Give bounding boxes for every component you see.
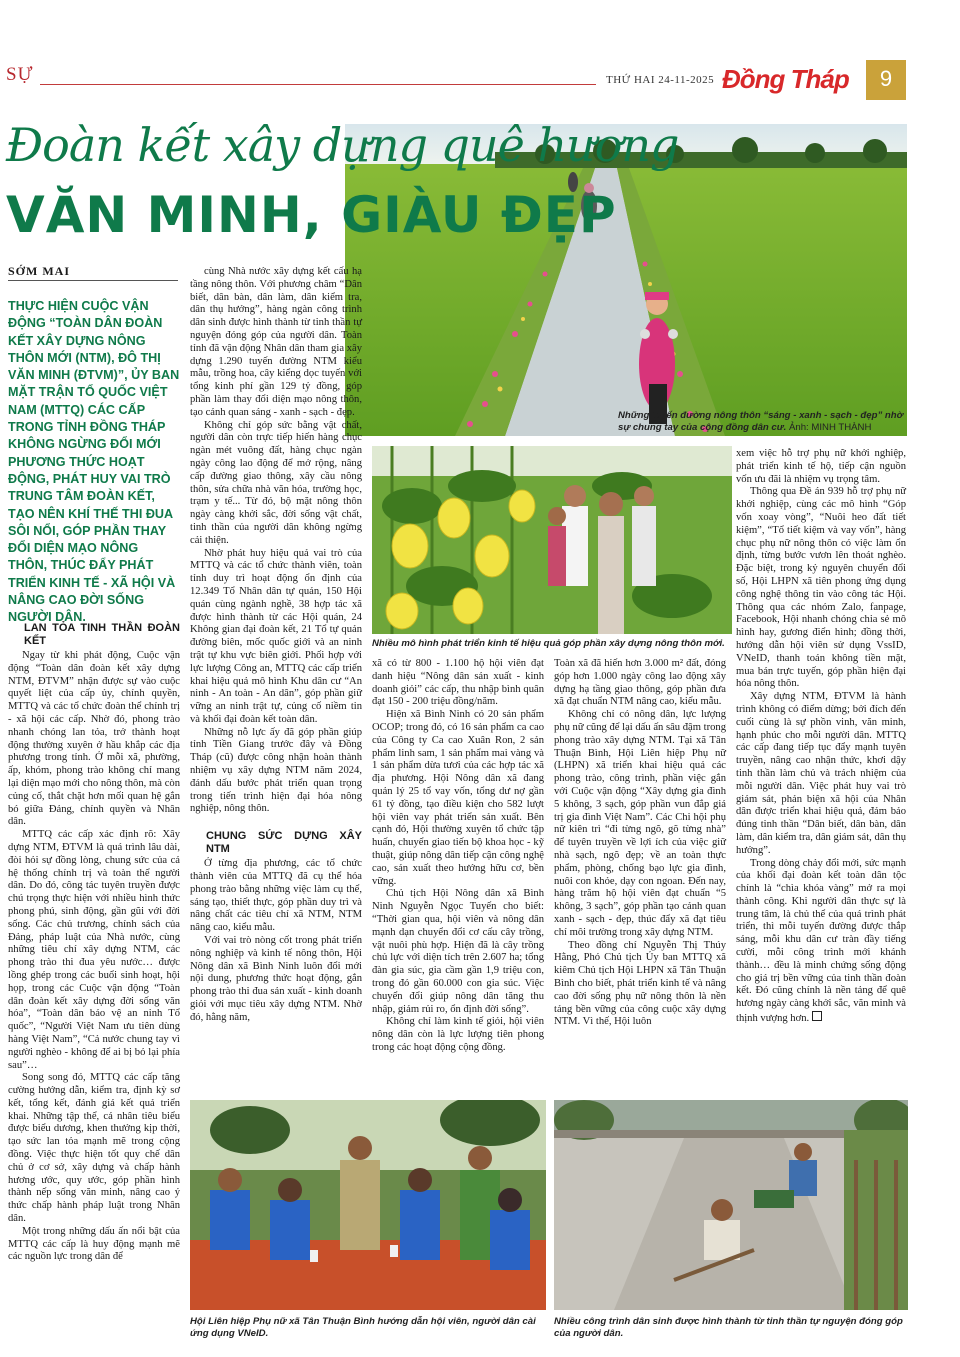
paragraph: Không chỉ góp sức bằng vật chất, người dân còn trực tiếp hiến hàng chục ngàn mét vuông đất, hàng chục ngàn ngày công lao động để mở rộng, nâng cấp đường giao thông, xây cầu nông thôn, sửa chữa nhà văn hóa, trường học, trạm y tế... Từ đó, bộ mặt nông thôn ngày càng khởi sắc, đời sống vật chất, tinh thần của người dân không ngừng cải thiện. [190,419,362,546]
road-photo-credit: Ảnh: MINH THÀNH [788,422,872,433]
paragraph: xem việc hỗ trợ phụ nữ khởi nghiệp, phát triển kinh tế hộ, tiếp cận nguồn vốn ưu đãi là nhiệm vụ trọng tâm. [736,448,906,485]
melon-photo-illustration [372,446,732,634]
concrete-photo-illustration [554,1100,908,1310]
column-2 [190,266,362,1025]
end-mark-icon [812,1011,822,1021]
column-5 [736,448,906,1026]
closing-paragraph: Trong dòng chảy đổi mới, sức mạnh của khối đại đoàn kết toàn dân tộc chính là “chìa khóa vàng” mở ra mọi thành công. Khi người dân thực sự là trung tâm, là chủ thể của quá trình phát triển, thì mỗi tuyến đường được thắp sáng, mỗi khu dân cư tràn đầy tiếng cười, mỗi công trình mới khánh thành… đều là minh chứng sống động cho giá trị bền vững của tinh thần đoàn kết. Đó cũng chính là nền tảng để quê hương ngày càng khởi sắc, văn minh và thịnh vượng hơn. [736,857,906,1025]
road-caption-text: Những tuyến đường nông thôn “sáng - xanh - sạch - đẹp” nhờ sự chung tay của cộng đồng dân cư. [618,410,904,433]
road-photo-caption [618,410,908,434]
concrete-photo-caption: Nhiều công trình dân sinh được hình thành từ tinh thần tự nguyện đóng góp của người dân. [554,1316,903,1339]
subhead-chung-suc: CHUNG SỨC DỰNG XÂY NTM [206,830,362,856]
paragraph: Toàn xã đã hiến hơn 3.000 m² đất, đóng góp hơn 1.000 ngày công lao động xây dựng hạ tầng giao thông, góp phần đưa xã đạt chuẩn NTM nâng cao, kiểu mẫu. [554,658,726,708]
paragraph: Hiện xã Bình Ninh có 20 sản phẩm OCOP; trong đó, có 16 sản phẩm ca cao của Công ty Ca cao Xuân Ron, 2 sản phẩm linh sam, 1 sản phẩm mai vàng và 1 sản phẩm dừa tươi của các hợp tác xã địa phương. Hội Nông dân xã đang quản lý 25 tổ vay vốn, tổng dư nợ gần 61 tỷ đồng, tạo điều kiện cho 582 lượt hội viên vay phát triển sản xuất. Bên cạnh đó, Hội thường xuyên tổ chức tập huấn, chuyển giao tiến bộ khoa học - kỹ thuật, giúp nông dân tiếp cận công nghệ cao, sản xuất theo hướng hữu cơ, bền vững. [372,709,544,887]
paragraph: cùng Nhà nước xây dựng kết cấu hạ tầng nông thôn. Với phương châm “Dân biết, dân bàn, dân làm, dân kiểm tra, dân thụ hưởng”, hàng ngàn công trình dân sinh được hình thành từ tinh thần tự nguyện đóng góp của người dân. Toàn tỉnh đã vận động Nhân dân tham gia xây dựng 1.290 tuyến đường NTM kiểu mẫu, trồng hoa, cây kiểng dọc tuyến với tổng kinh phí gần 129 tỷ đồng, góp phần làm thay đổi diện mạo nông thôn, tạo cảnh quan sáng - xanh - sạch - đẹp. [190,266,362,418]
paragraph: xã có từ 800 - 1.100 hộ hội viên đạt danh hiệu “Nông dân sản xuất - kinh doanh giỏi” các cấp, thu nhập bình quân đạt 150 - 200 triệu đồng/năm. [372,658,544,708]
paragraph: Chủ tịch Hội Nông dân xã Bình Ninh Nguyễn Ngọc Tuyến cho biết: “Thời gian qua, hội viên và nông dân mạnh dạn chuyển đổi cơ cấu cây trồng, vật nuôi phù hợp. Hiện đã là cây trồng chủ lực với diện tích trên 2.607 ha; tổng đàn gia súc, gia cầm gần 1,9 triệu con, trong đó gần 60.000 con gia súc. Việc chuyển đổi giúp nông dân tăng thu nhập, giảm rủi ro, ổn định đời sống”. [372,888,544,1015]
author-byline: SỚM MAI [8,264,70,278]
paragraph: Ở từng địa phương, các tổ chức thành viên của MTTQ đã cụ thể hóa phong trào bằng những việc làm cụ thể, sáng tạo, thiết thực, góp phần duy trì và nâng chất các tiêu chí xã NTM, NTM nâng cao, kiểu mẫu. [190,858,362,934]
lead-paragraph: THỰC HIỆN CUỘC VẬN ĐỘNG “TOÀN DÂN ĐOÀN KẾT XÂY DỰNG NÔNG THÔN MỚI (NTM), ĐÔ THỊ VĂN MINH (ĐTVM)”, ỦY BAN MẶT TRẬN TỔ QUỐC VIỆT NAM (MTTQ) CÁC CẤP TRONG TỈNH ĐỒNG THÁP KHÔNG NGỪNG ĐỔI MỚI PHƯƠNG THỨC HOẠT ĐỘNG, PHÁT HUY VAI TRÒ TRUNG TÂM ĐOÀN KẾT, TẠO NÊN KHÍ THẾ THI ĐUA SÔI NỔI, GÓP PHẦN THAY ĐỔI DIỆN MẠO NÔNG THÔN, THÚC ĐẨY PHÁT TRIỂN KINH TẾ - XÃ HỘI VÀ NÂNG CAO ĐỜI SỐNG NGƯỜI DÂN. [8,299,180,625]
column-1 [8,616,180,1264]
section-tag: SỰ [6,64,34,85]
paragraph: Một trong những dấu ấn nổi bật của MTTQ các cấp là huy động mạnh mẽ các nguồn lực trong dân để [8,1225,180,1263]
paragraph: Không chỉ có nông dân, lực lượng phụ nữ cũng để lại dấu ấn sâu đậm trong phong trào xây dựng NTM. Tại xã Tân Thuận Bình, Hội Liên hiệp Phụ nữ (LHPN) xã triển khai hiệu quả các phong trào, công trình, phần việc gắn với Cuộc vận động “Xây dựng gia đình 5 không, 3 sạch, góp phần vun đắp giá trị gia đình Việt Nam”. Các Chi hội phụ nữ kiên trì “đi từng ngõ, gõ từng nhà” để tuyên truyền về lợi ích của việc giữ nhà sạch, ngõ đẹp; về an toàn thực phẩm, phòng, chống bạo lực gia đình, nuôi con khỏe, dạy con ngoan. Đến nay, hàng trăm hộ hội viên đạt chuẩn “5 không, 3 sạch”, góp phần tạo cảnh quan xanh - sạch - đẹp, thúc đẩy xã đạt tiêu chí môi trường trong xây dựng NTM. [554,709,726,938]
byline-rule [8,280,178,281]
melon-photo-caption: Nhiều mô hình phát triển kinh tế hiệu quả góp phần xây dựng nông thôn mới. [372,638,725,649]
paragraph: Nhờ phát huy hiệu quả vai trò của MTTQ và các tổ chức thành viên, toàn tỉnh duy trì hoạt động ổn định của 12.349 Tổ Nhân dân tự quản, 150 Hội quán cùng ngành nghề, 38 hợp tác xã được hình thành từ các Hội quán, 24 Không gian đại đoàn kết, 21 Tổ tự quản đường biên, mốc quốc giới và an ninh trật tự khu vực biên giới. Phối hợp với lực lượng Công an, MTTQ các cấp triển khai hiệu quả mô hình Khu dân cư “An ninh - An toàn - An dân”, góp phần giữ vững an ninh trật tự, củng cố niềm tin và khối đại đoàn kết toàn dân. [190,547,362,725]
paragraph: MTTQ các cấp xác định rõ: Xây dựng NTM, ĐTVM là quá trình lâu dài, đòi hỏi sự đồng lòng, chung sức của cả hệ thống chính trị và toàn thể người dân. Do đó, công tác tuyên truyền được chú trọng thực hiện với nhiều hình thức phong phú, sinh động, gần gũi với đời sống. Các chủ trương, chính sách của Đảng, pháp luật của Nhà nước, cùng những tiêu chí xây dựng NTM, các phong trào thi đua yêu nước… được lồng ghép trong các buổi sinh hoạt, hội họp, trong các Cuộc vận động “Toàn dân đoàn kết xây dựng đời sống văn hóa”, “Toàn dân bảo vệ an ninh Tổ quốc”, “Người Việt Nam ưu tiên dùng hàng Việt Nam”, “Cả nước chung tay vì người nghèo - không để ai bị bỏ lại phía sau”… [8,829,180,1071]
paragraph: Theo đồng chí Nguyễn Thị Thúy Hằng, Phó Chủ tịch Ủy ban MTTQ xã kiêm Chủ tịch Hội LHPN xã Tân Thuận Bình cho biết, phát triển kinh tế và nâng cao đời sống phụ nữ nông thôn là nền tảng bền vững của công cuộc xây dựng NTM. Vì thế, Hội luôn [554,939,726,1028]
paragraph: Ngay từ khi phát động, Cuộc vận động “Toàn dân đoàn kết xây dựng NTM, ĐTVM” nhận được sự vào cuộc quyết liệt của cấp ủy, chính quyền, MTTQ và các tổ chức đoàn thể chính trị - xã hội các cấp. Nhờ đó, phong trào nhanh chóng lan tỏa, trở thành hoạt động thường xuyên ở hầu khắp các địa phương trong tỉnh. Ở mỗi xã, phường, ấp, khóm, phong trào không chỉ mang lại diện mạo mới cho nông thôn, mà còn củng cố, thắt chặt hơn mối quan hệ gắn bó giữa Đảng, chính quyền và Nhân dân. [8,650,180,828]
women-photo-illustration [190,1100,546,1310]
paragraph: Không chỉ làm kinh tế giỏi, hội viên nông dân còn là lực lượng tiên phong trong các hoạt động cộng đồng. [372,1016,544,1053]
header-rule [40,84,596,85]
paragraph: Xây dựng NTM, ĐTVM là hành trình không có điểm dừng; bởi đích đến cuối cùng là sự phồn vinh, văn minh, hạnh phúc cho mỗi người dân. MTTQ các cấp đang tiếp tục đẩy mạnh tuyên truyền, nâng cao nhận thức, khơi dậy tinh thần làm chủ và trách nhiệm của mỗi người dân. Việc phát huy vai trò giám sát, phản biện xã hội của Nhân dân được triển khai hiệu quả, đảm bảo đúng tinh thần “Dân biết, dân bàn, dân làm, dân kiểm tra, dân giám sát, dân thụ hưởng”. [736,691,906,856]
paragraph [736,858,906,1026]
headline-line1: Đoàn kết xây dựng quê hương [6,118,679,172]
page-number: 9 [866,60,906,100]
column-3 [372,658,544,1055]
women-photo-caption: Hội Liên hiệp Phụ nữ xã Tân Thuận Bình hướng dẫn hội viên, người dân cài ứng dụng VNeID. [190,1316,536,1339]
newspaper-logo: Đồng Tháp [722,64,849,94]
paragraph: Những nỗ lực ấy đã góp phần giúp tỉnh Tiền Giang trước đây và Đồng Tháp (cũ) được công nhận hoàn thành nhiệm vụ xây dựng NTM năm 2024, đánh dấu bước phát triển quan trọng trong tiến trình hiện đại hóa nông nghiệp, nông thôn. [190,726,362,815]
issue-date: THỨ HAI 24-11-2025 [606,74,715,86]
paragraph: Với vai trò nòng cốt trong phát triển nông nghiệp và kinh tế nông thôn, Hội Nông dân xã Bình Ninh luôn đổi mới nội dung, phương thức hoạt động, gắn phong trào thi đua sản xuất - kinh doanh giỏi với mục tiêu xây dựng NTM. Nhờ đó, hằng năm, [190,935,362,1023]
paragraph: Song song đó, MTTQ các cấp tăng cường hướng dẫn, kiểm tra, định kỳ sơ kết, tổng kết, đánh giá kết quả triển khai. Những tập thể, cá nhân tiêu biểu được biểu dương, khen thưởng kịp thời, tạo sức lan tỏa mạnh mẽ trong cộng đồng. Việc thực hiện tốt quy chế dân chủ ở cơ sở, xây dựng và chấp hành hương ước, quy ước, góp phần hình thành nếp sống văn minh, nâng cao ý thức chấp hành pháp luật trong Nhân dân. [8,1072,180,1225]
subhead-lan-toa: LAN TỎA TINH THẦN ĐOÀN KẾT [24,622,180,647]
headline-line2: VĂN MINH, GIÀU ĐẸP [6,186,617,244]
concrete-photo [554,1100,908,1310]
melon-photo [372,446,732,634]
paragraph: Thông qua Đề án 939 hỗ trợ phụ nữ khởi nghiệp, cùng các mô hình “Góp vốn xoay vòng”, “Nuôi heo đất tiết kiệm”, “Tổ tiết kiệm và vay vốn”, hàng chục phụ nữ nông thôn có việc làm ổn định, từng bước vươn lên thoát nghèo. Đặc biệt, trong kỷ nguyên chuyển đổi số, Hội LHPN xã tiên phong ứng dụng công nghệ thông tin vào công tác Hội. Thông qua các nhóm Zalo, fanpage, Facebook, Hội nhanh chóng chia sẻ mô hình hay, gương điển hình; đồng thời, hướng dẫn hội viên sử dụng VssID, VNeID, thanh toán không tiền mặt, mua bán trực tuyến, góp phần hiện đại hóa nông thôn. [736,486,906,690]
women-photo [190,1100,546,1310]
column-4 [554,658,726,1029]
